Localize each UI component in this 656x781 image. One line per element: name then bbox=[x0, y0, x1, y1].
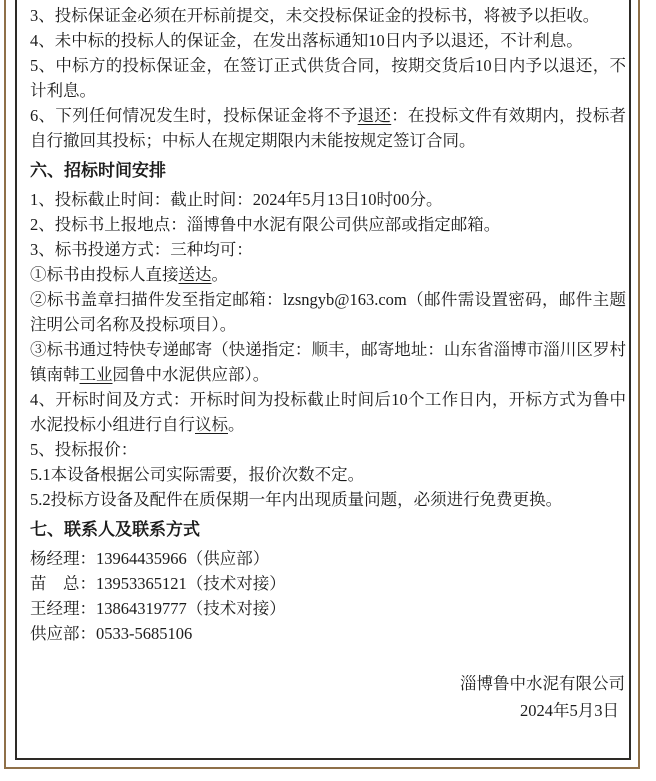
paragraph: 1、投标截止时间：截止时间：2024年5月13日10时00分。 bbox=[30, 190, 443, 209]
signature-block bbox=[30, 671, 626, 723]
paragraph: 4、未中标的投标人的保证金，在发出落标通知10日内予以退还，不计利息。 bbox=[30, 31, 583, 50]
paragraph: 5.1本设备根据公司实际需要，报价次数不定。 bbox=[30, 465, 365, 484]
underlined-text: 退还 bbox=[357, 106, 392, 125]
paragraph: ①标书由投标人直接送达。 bbox=[30, 265, 228, 284]
paragraph: 杨经理：13964435966（供应部） bbox=[30, 549, 270, 568]
paragraph: 5.2投标方设备及配件在质保期一年内出现质量问题，必须进行免费更换。 bbox=[30, 490, 563, 509]
underlined-text: 工业 bbox=[79, 365, 113, 384]
document-body bbox=[30, 3, 626, 671]
paragraph: 3、标书投递方式：三种均可： bbox=[30, 240, 253, 259]
signature-company: 淄博鲁中水泥有限公司 bbox=[460, 674, 625, 693]
paragraph: ③标书通过特快专递邮寄（快递指定：顺丰，邮寄地址：山东省淄博市淄川区罗村镇南韩工业园鲁中水泥供应部）。 bbox=[30, 340, 626, 384]
paragraph: 5、中标方的投标保证金，在签订正式供货合同，按期交货后10日内予以退还，不计利息。 bbox=[30, 56, 626, 100]
underlined-text: 送达 bbox=[178, 265, 212, 284]
paragraph: 4、开标时间及方式：开标时间为投标截止时间后10个工作日内，开标方式为鲁中水泥投标小组进行自行议标。 bbox=[30, 390, 626, 434]
underlined-text: 议标 bbox=[195, 415, 228, 434]
section-heading: 六、招标时间安排 bbox=[30, 161, 166, 180]
paragraph: 2、投标书上报地点：淄博鲁中水泥有限公司供应部或指定邮箱。 bbox=[30, 215, 501, 234]
paragraph: 3、投标保证金必须在开标前提交，未交投标保证金的投标书，将被予以拒收。 bbox=[30, 6, 600, 25]
section-heading: 七、联系人及联系方式 bbox=[30, 520, 200, 539]
paragraph: 5、投标报价： bbox=[30, 440, 138, 459]
blank-line bbox=[30, 646, 626, 671]
signature-date: 2024年5月3日 bbox=[520, 701, 619, 720]
paragraph: 苗 总：13953365121（技术对接） bbox=[30, 574, 286, 593]
paragraph: 供应部：0533-5685106 bbox=[30, 624, 193, 643]
paragraph: 6、下列任何情况发生时，投标保证金将不予退还：在投标文件有效期内，投标者自行撤回其投标；中标人在规定期限内未能按规定签订合同。 bbox=[30, 106, 627, 150]
paragraph: ②标书盖章扫描件发至指定邮箱：lzsngyb@163.com（邮件需设置密码，邮件主题注明公司名称及投标项目）。 bbox=[30, 290, 626, 334]
paragraph: 王经理：13864319777（技术对接） bbox=[30, 599, 286, 618]
document-content bbox=[30, 3, 626, 723]
